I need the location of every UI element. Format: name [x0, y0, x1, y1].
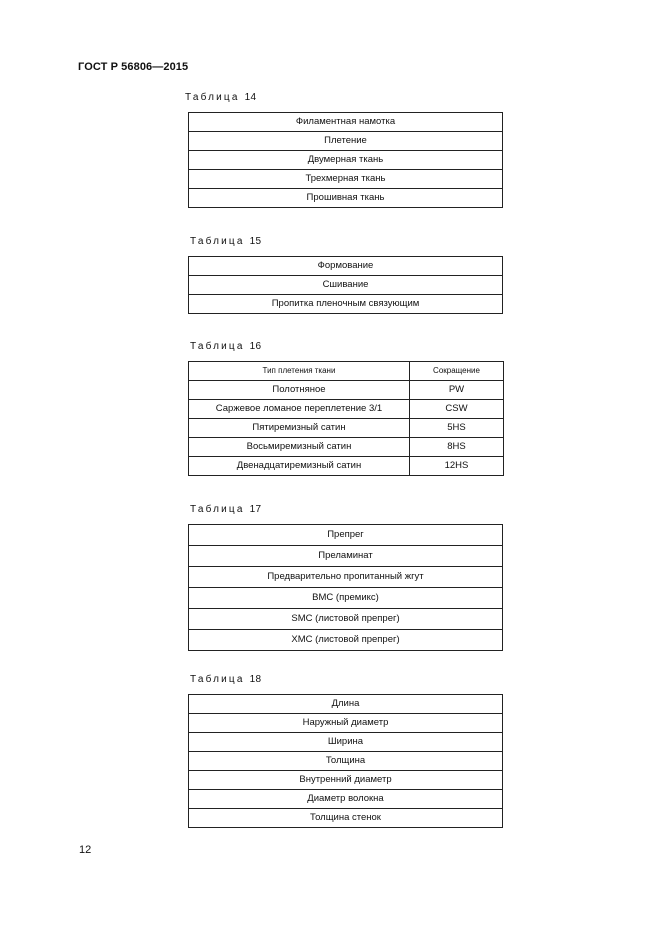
- table-15-caption: [190, 236, 261, 247]
- table-row: [189, 733, 503, 752]
- table-cell: Трехмерная ткань: [189, 170, 503, 189]
- table-row: [189, 567, 503, 588]
- table-row: [189, 525, 503, 546]
- table-cell: Формование: [189, 257, 503, 276]
- table-cell: Плетение: [189, 132, 503, 151]
- table-14: [188, 112, 503, 208]
- table-row: [189, 257, 503, 276]
- table-row: [189, 714, 503, 733]
- table-row: [189, 809, 503, 828]
- table-cell: Внутренний диаметр: [189, 771, 503, 790]
- table-cell: Диаметр волокна: [189, 790, 503, 809]
- caption-number: 14: [244, 92, 257, 103]
- table-cell: Ширина: [189, 733, 503, 752]
- table-cell: Филаментная намотка: [189, 113, 503, 132]
- table-cell: Двумерная ткань: [189, 151, 503, 170]
- table-row: [189, 790, 503, 809]
- table-row: [189, 276, 503, 295]
- table-row: [189, 295, 503, 314]
- table-row: [189, 588, 503, 609]
- table-row: [189, 457, 504, 476]
- table-row: [189, 151, 503, 170]
- table-cell: ХМС (листовой препрег): [189, 630, 503, 651]
- table-cell: Пятиремизный сатин: [189, 419, 410, 438]
- table-row: [189, 771, 503, 790]
- caption-number: 15: [249, 236, 262, 247]
- table-cell: Двенадцатиремизный сатин: [189, 457, 410, 476]
- table-cell: SMC (листовой препрег): [189, 609, 503, 630]
- table-18: [188, 694, 503, 828]
- table-17-caption: [190, 504, 261, 515]
- table-row: [189, 546, 503, 567]
- document-header: ГОСТ Р 56806—2015: [78, 61, 189, 73]
- table-header-row: [189, 362, 504, 381]
- table-cell: Наружный диаметр: [189, 714, 503, 733]
- table-row: [189, 189, 503, 208]
- table-row: [189, 630, 503, 651]
- table-15: [188, 256, 503, 314]
- table-cell: Полотняное: [189, 381, 410, 400]
- caption-word: Таблица: [190, 674, 245, 685]
- caption-number: 17: [249, 504, 262, 515]
- table-row: [189, 381, 504, 400]
- table-16: [188, 361, 504, 476]
- page-number: 12: [79, 844, 92, 856]
- table-row: [189, 609, 503, 630]
- table-cell: Длина: [189, 695, 503, 714]
- table-row: [189, 170, 503, 189]
- table-cell: Преламинат: [189, 546, 503, 567]
- table-row: [189, 438, 504, 457]
- table-cell: Толщина: [189, 752, 503, 771]
- caption-word: Таблица: [190, 504, 245, 515]
- table-cell: Сшивание: [189, 276, 503, 295]
- table-row: [189, 113, 503, 132]
- column-header-abbreviation: Сокращение: [410, 362, 504, 381]
- caption-word: Таблица: [185, 92, 240, 103]
- caption-number: 18: [249, 674, 262, 685]
- table-cell: Саржевое ломаное переплетение 3/1: [189, 400, 410, 419]
- table-17: [188, 524, 503, 651]
- table-cell: 12HS: [410, 457, 504, 476]
- table-cell: Пропитка пленочным связующим: [189, 295, 503, 314]
- table-18-caption: [190, 674, 261, 685]
- table-cell: 8HS: [410, 438, 504, 457]
- table-cell: Прошивная ткань: [189, 189, 503, 208]
- caption-word: Таблица: [190, 341, 245, 352]
- column-header-weave-type: Тип плетения ткани: [189, 362, 410, 381]
- table-row: [189, 752, 503, 771]
- table-row: [189, 419, 504, 438]
- table-cell: ВМС (премикс): [189, 588, 503, 609]
- table-cell: CSW: [410, 400, 504, 419]
- table-cell: Предварительно пропитанный жгут: [189, 567, 503, 588]
- table-cell: Препрег: [189, 525, 503, 546]
- caption-word: Таблица: [190, 236, 245, 247]
- table-cell: PW: [410, 381, 504, 400]
- table-row: [189, 400, 504, 419]
- table-14-caption: [185, 92, 256, 103]
- caption-number: 16: [249, 341, 262, 352]
- table-cell: Восьмиремизный сатин: [189, 438, 410, 457]
- table-16-caption: [190, 341, 261, 352]
- table-cell: Толщина стенок: [189, 809, 503, 828]
- table-row: [189, 132, 503, 151]
- table-cell: 5HS: [410, 419, 504, 438]
- table-row: [189, 695, 503, 714]
